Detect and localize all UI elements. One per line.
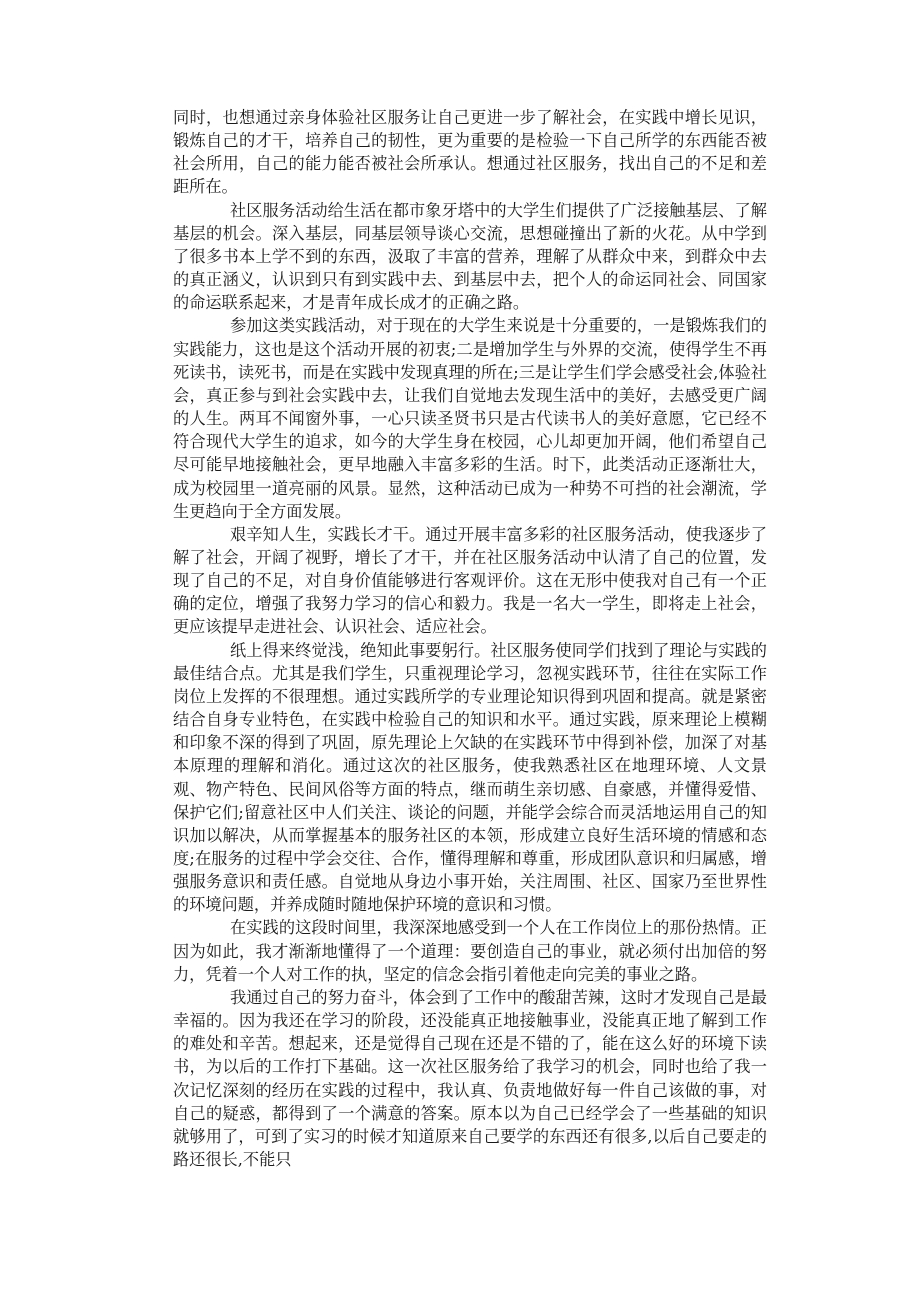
paragraph-5: 纸上得来终觉浅，绝知此事要躬行。社区服务使同学们找到了理论与实践的最佳结合点。尤其是我们学生，只重视理论学习，忽视实践环节，往往在实际工作岗位上发挥的不很理想。通过实践所学的专业理论知识得到巩固和提高。就是紧密结合自身专业特色，在实践中检验自己的知识和水平。通过实践，原来理论上模糊和印象不深的得到了巩固，原先理论上欠缺的在实践环节中得到补偿，加深了对基本原理的理解和消化。通过这次的社区服务，使我熟悉社区在地理环境、人文景观、物产特色、民间风俗等方面的特点，继而萌生亲切感、自豪感，并懂得爱惜、保护它们;留意社区中人们关注、谈论的问题，并能学会综合而灵活地运用自己的知识加以解决，从而掌握基本的服务社区的本领，形成建立良好生活环境的情感和态度;在服务的过程中学会交往、合作，懂得理解和尊重，形成团队意识和归属感，增强服务意识和责任感。自觉地从身边小事开始，关注周围、社区、国家乃至世界性的环境问题，并养成随时随地保护环境的意识和习惯。: [173, 640, 767, 915]
document-body: [173, 106, 767, 1171]
paragraph-6: 在实践的这段时间里，我深深地感受到一个人在工作岗位上的那份热情。正因为如此，我才渐渐地懂得了一个道理：要创造自己的事业，就必须付出加倍的努力，凭着一个人对工作的执，坚定的信念会指引着他走向完美的事业之路。: [173, 918, 767, 984]
paragraph-7: 我通过自己的努力奋斗，体会到了工作中的酸甜苦辣，这时才发现自己是最幸福的。因为我还在学习的阶段，还没能真正地接触事业，没能真正地了解到工作的难处和辛苦。想起来，还是觉得自己现在还是不错的了，能在这么好的环境下读书，为以后的工作打下基础。这一次社区服务给了我学习的机会，同时也给了我一次记忆深刻的经历在实践的过程中，我认真、负责地做好每一件自己该做的事，对自己的疑惑，都得到了一个满意的答案。原本以为自己已经学会了一些基础的知识就够用了，可到了实习的时候才知道原来自己要学的东西还有很多,以后自己要走的路还很长,不能只: [173, 987, 767, 1170]
paragraph-2: 社区服务活动给生活在都市象牙塔中的大学生们提供了广泛接触基层、了解基层的机会。深入基层，同基层领导谈心交流，思想碰撞出了新的火花。从中学到了很多书本上学不到的东西，汲取了丰富的营养，理解了从群众中来，到群众中去的真正涵义，认识到只有到实践中去、到基层中去，把个人的命运同社会、同国家的命运联系起来，才是青年成长成才的正确之路。: [173, 200, 767, 313]
paragraph-3: 参加这类实践活动，对于现在的大学生来说是十分重要的，一是锻炼我们的实践能力，这也是这个活动开展的初衷;二是增加学生与外界的交流，使得学生不再死读书，读死书，而是在实践中发现真理的所在;三是让学生们学会感受社会,体验社会，真正参与到社会实践中去，让我们自觉地去发现生活中的美好，去感受更广阔的人生。两耳不闻窗外事，一心只读圣贤书只是古代读书人的美好意愿，它已经不符合现代大学生的追求，如今的大学生身在校园，心儿却更加开阔，他们希望自己尽可能早地接触社会，更早地融入丰富多彩的生活。时下，此类活动正逐渐壮大，成为校园里一道亮丽的风景。显然，这种活动已成为一种势不可挡的社会潮流，学生更趋向于全方面发展。: [173, 316, 767, 521]
paragraph-4: 艰辛知人生，实践长才干。通过开展丰富多彩的社区服务活动，使我逐步了解了社会，开阔了视野，增长了才干，并在社区服务活动中认清了自己的位置，发现了自己的不足，对自身价值能够进行客观评价。这在无形中使我对自己有一个正确的定位，增强了我努力学习的信心和毅力。我是一名大一学生，即将走上社会，更应该提早走进社会、认识社会、适应社会。: [173, 524, 767, 637]
paragraph-1: 同时，也想通过亲身体验社区服务让自己更进一步了解社会，在实践中增长见识，锻炼自己的才干，培养自己的韧性，更为重要的是检验一下自己所学的东西能否被社会所用，自己的能力能否被社会所承认。想通过社区服务，找出自己的不足和差距所在。: [173, 108, 767, 197]
